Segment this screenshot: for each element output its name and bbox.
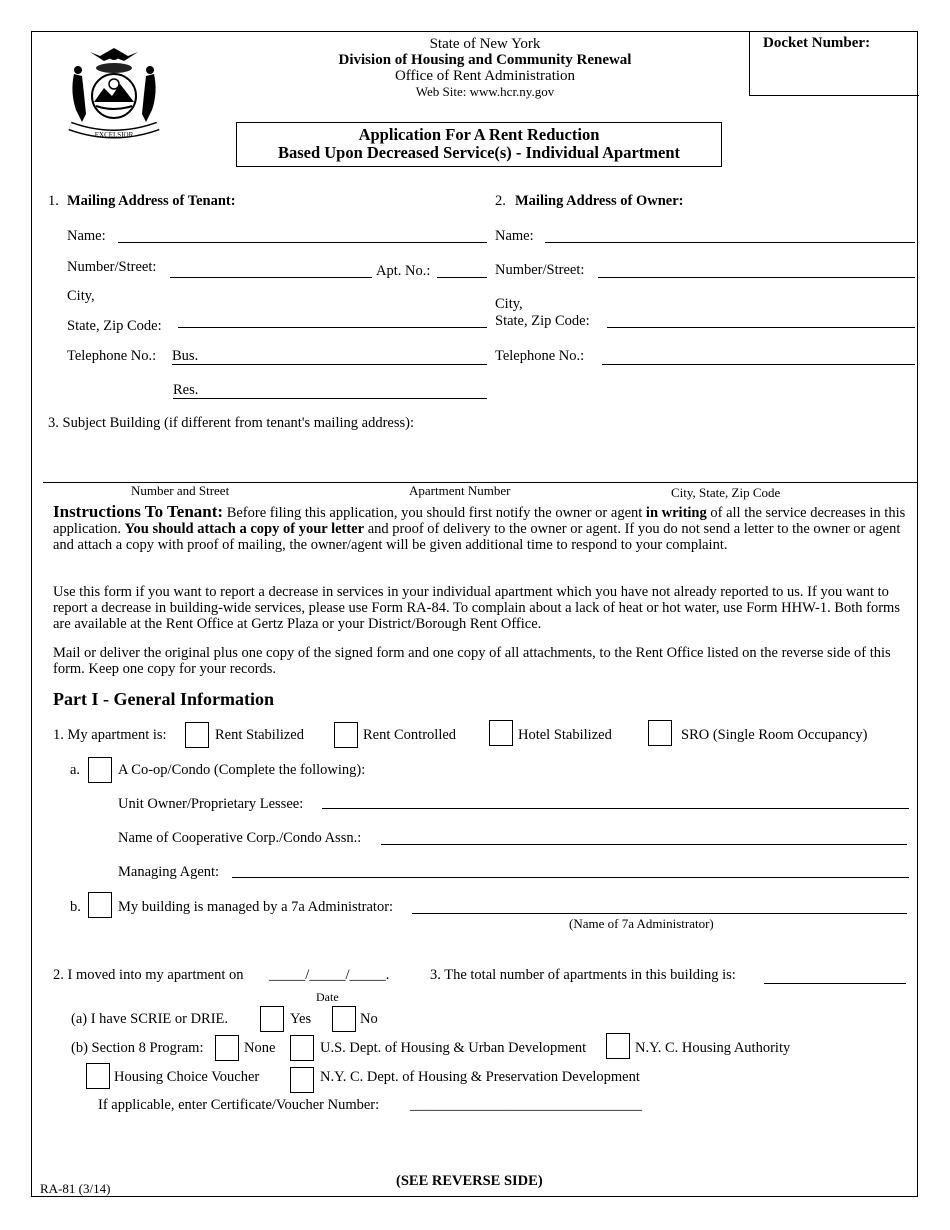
- owner-city-state-zip-field[interactable]: [607, 327, 915, 328]
- scrie-yes-label: Yes: [290, 1011, 312, 1027]
- rent-controlled-label: Rent Controlled: [363, 727, 457, 743]
- 7a-administrator-field[interactable]: [412, 913, 907, 914]
- sro-label: SRO (Single Room Occupancy): [681, 727, 868, 743]
- owner-name-label: Name:: [495, 228, 534, 244]
- see-reverse: (SEE REVERSE SIDE): [396, 1173, 543, 1189]
- tenant-street-label: Number/Street:: [67, 259, 157, 275]
- section8-none-label: None: [244, 1040, 276, 1056]
- state-name: State of New York: [429, 36, 541, 52]
- title-line-1: Application For A Rent Reduction: [358, 125, 600, 144]
- nyc-hpd-checkbox[interactable]: [290, 1067, 314, 1093]
- instructions-heading: Instructions To Tenant:: [53, 502, 224, 521]
- coop-condo-label: A Co-op/Condo (Complete the following):: [118, 762, 366, 778]
- tenant-street-field[interactable]: [170, 277, 372, 278]
- state-seal-icon: [60, 44, 168, 142]
- instructions-paragraph-1: [53, 504, 913, 553]
- tenant-res-phone-field[interactable]: [173, 398, 487, 399]
- rent-stabilized-label: Rent Stabilized: [215, 727, 304, 743]
- instructions-text-e: and proof of delivery to the owner or agent. If you do not send a letter to the owner or agent and attach a copy with proof of mailing, the owner/agent will be given additional time to respond to your complaint.: [53, 521, 901, 553]
- owner-phone-field[interactable]: [602, 364, 915, 365]
- seal-motto: EXCELSIOR: [94, 131, 134, 139]
- office-name: Office of Rent Administration: [394, 68, 576, 84]
- tenant-num: 1.: [48, 193, 59, 209]
- section8-nycha-label: N.Y. C. Housing Authority: [635, 1040, 791, 1056]
- scrie-label: (a) I have SCRIE or DRIE.: [71, 1011, 229, 1027]
- section8-nycha-checkbox[interactable]: [606, 1033, 630, 1059]
- website[interactable]: Web Site: www.hcr.ny.gov: [415, 84, 555, 99]
- move-in-label: 2. I moved into my apartment on: [53, 967, 244, 983]
- q1-label: 1. My apartment is:: [53, 727, 167, 743]
- section8-hud-label: U.S. Dept. of Housing & Urban Development: [320, 1040, 587, 1056]
- 7a-administrator-label: My building is managed by a 7a Administrator:: [118, 899, 394, 915]
- owner-heading: Mailing Address of Owner:: [515, 193, 684, 209]
- owner-name-field[interactable]: [545, 242, 915, 243]
- certificate-field[interactable]: ________________________________: [410, 1097, 642, 1113]
- instructions-text-b: in writing: [645, 505, 707, 521]
- tenant-name-field[interactable]: [118, 242, 487, 243]
- tenant-apt-field[interactable]: [437, 277, 487, 278]
- owner-tel-label: Telephone No.:: [495, 348, 585, 364]
- scrie-no-label: No: [360, 1011, 378, 1027]
- tenant-city-label: City,: [67, 288, 95, 304]
- section8-none-checkbox[interactable]: [215, 1035, 239, 1061]
- housing-choice-voucher-label: Housing Choice Voucher: [114, 1069, 260, 1085]
- tenant-bus-phone-field[interactable]: [172, 364, 487, 365]
- managing-agent-field[interactable]: [232, 877, 909, 878]
- 7a-administrator-checkbox[interactable]: [88, 892, 112, 918]
- subject-col-street: Number and Street: [131, 483, 230, 498]
- section8-hud-checkbox[interactable]: [290, 1035, 314, 1061]
- owner-street-label: Number/Street:: [495, 262, 585, 278]
- subject-building-label: 3. Subject Building (if different from tenant's mailing address):: [48, 415, 414, 431]
- date-caption: Date: [316, 990, 339, 1004]
- coop-name-field[interactable]: [381, 844, 907, 845]
- form-id: RA-81 (3/14): [40, 1181, 111, 1196]
- total-apartments-field[interactable]: [764, 983, 906, 984]
- tenant-heading: Mailing Address of Tenant:: [67, 193, 236, 209]
- 7a-administrator-caption: (Name of 7a Administrator): [569, 916, 714, 931]
- docket-box: [749, 31, 919, 96]
- owner-city-label: City,: [495, 296, 523, 312]
- instructions-paragraph-3: Mail or deliver the original plus one copy of the signed form and one copy of all attachments, to the Rent Office listed on the reverse side of this form. Keep one copy for your records.: [53, 645, 891, 677]
- division-name: Division of Housing and Community Renewal: [338, 52, 632, 68]
- tenant-name-label: Name:: [67, 228, 106, 244]
- tenant-res-label: Res.: [173, 382, 199, 398]
- sro-checkbox[interactable]: [648, 720, 672, 746]
- scrie-yes-checkbox[interactable]: [260, 1006, 284, 1032]
- title-line-2: Based Upon Decreased Service(s) - Individual Apartment: [277, 143, 681, 162]
- coop-condo-checkbox[interactable]: [88, 757, 112, 783]
- subject-col-apt: Apartment Number: [409, 483, 511, 498]
- tenant-tel-label: Telephone No.:: [67, 348, 157, 364]
- instructions-text-c: of all the service decreases in this application.: [53, 505, 906, 537]
- rent-stabilized-checkbox[interactable]: [185, 722, 209, 748]
- subject-col-city: City, State, Zip Code: [671, 485, 781, 500]
- housing-choice-voucher-checkbox[interactable]: [86, 1063, 110, 1089]
- tenant-city-state-zip-field[interactable]: [178, 327, 487, 328]
- part1-heading: Part I - General Information: [53, 689, 274, 709]
- tenant-apt-label: Apt. No.:: [376, 263, 431, 279]
- scrie-no-checkbox[interactable]: [332, 1006, 356, 1032]
- instructions-paragraph-2: Use this form if you want to report a decrease in services in your individual apartment which you have not already reported to us. If you want to report a decrease in building-wide services, please use Form RA-84. To complain about a lack of heat or hot water, use Form HHW-1. Both forms are available at the Rent Office at Gertz Plaza or your District/Borough Rent Office.: [53, 584, 900, 632]
- instructions-text-d: You should attach a copy of your letter: [124, 521, 365, 537]
- owner-state-zip-label: State, Zip Code:: [495, 313, 590, 329]
- hotel-stabilized-checkbox[interactable]: [489, 720, 513, 746]
- section8-label: (b) Section 8 Program:: [71, 1040, 204, 1056]
- managing-agent-label: Managing Agent:: [118, 864, 220, 880]
- unit-owner-field[interactable]: [322, 808, 909, 809]
- coop-name-label: Name of Cooperative Corp./Condo Assn.:: [118, 830, 362, 846]
- docket-label: Docket Number:: [763, 35, 871, 51]
- item-b-label: b.: [70, 899, 81, 915]
- form-title: [236, 122, 722, 167]
- rent-controlled-checkbox[interactable]: [334, 722, 358, 748]
- move-in-date-field[interactable]: _____/_____/_____.: [269, 967, 390, 983]
- nyc-hpd-label: N.Y. C. Dept. of Housing & Preservation Development: [320, 1069, 640, 1085]
- tenant-bus-label: Bus.: [172, 348, 199, 364]
- total-apartments-label: 3. The total number of apartments in this building is:: [430, 967, 736, 983]
- instructions-text-a: Before filing this application, you should first notify the owner or agent: [226, 505, 643, 521]
- certificate-label: If applicable, enter Certificate/Voucher Number:: [98, 1097, 380, 1113]
- owner-street-field[interactable]: [598, 277, 915, 278]
- owner-num: 2.: [495, 193, 506, 209]
- item-a-label: a.: [70, 762, 81, 778]
- tenant-state-zip-label: State, Zip Code:: [67, 318, 162, 334]
- unit-owner-label: Unit Owner/Proprietary Lessee:: [118, 796, 304, 812]
- hotel-stabilized-label: Hotel Stabilized: [518, 727, 612, 743]
